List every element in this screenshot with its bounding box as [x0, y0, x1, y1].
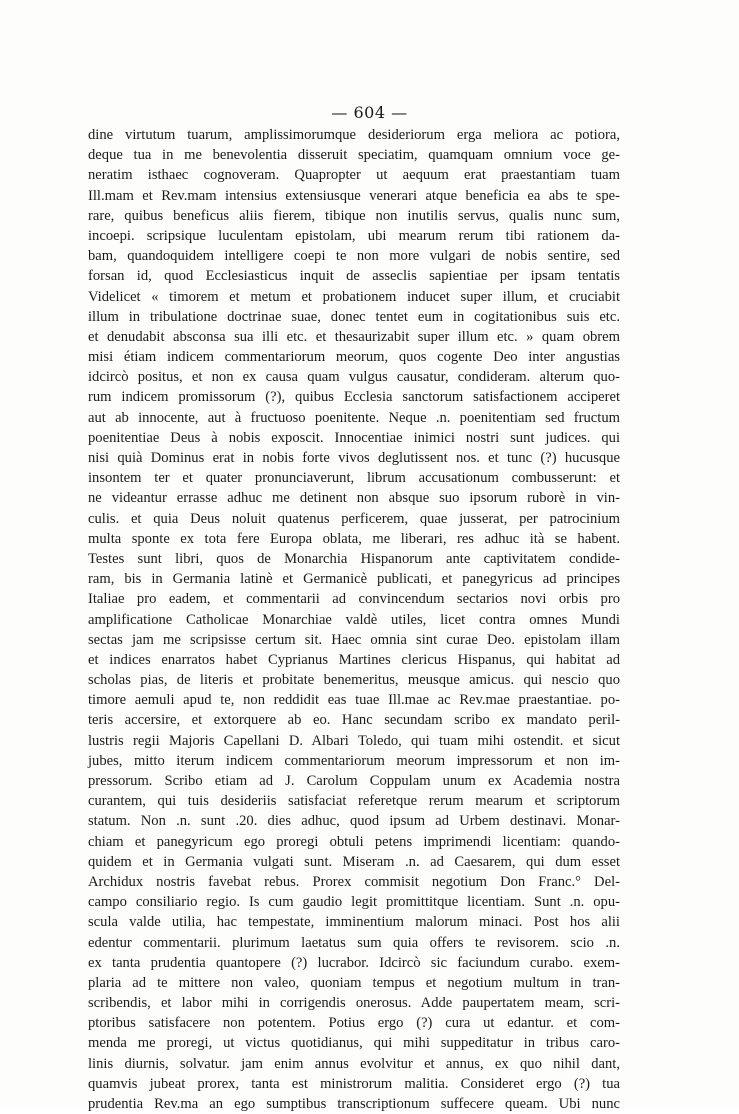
text-line: linis diurnis, solvatur. jam enim annus evolvitur et annus, ex quo nihil dant,: [88, 1055, 620, 1072]
text-line: edentur commentarii. plurimum laetatus sum quia offers te revisorem. scio .n.: [88, 934, 620, 951]
text-line: misi étiam indicem commentariorum meorum, quos cogente Deo inter angustias: [88, 349, 620, 366]
body-text: [88, 125, 620, 1114]
text-line: Ill.mam et Rev.mam intensius extensiusque venerari atque beneficia ea abs te spe-: [88, 187, 620, 204]
text-line: et indices enarratos habet Cyprianus Martines clericus Hispanus, qui habitat ad: [88, 651, 620, 668]
text-line: ptoribus satisfacere non potentem. Potius ergo (?) cura ut edantur. et com-: [88, 1015, 620, 1032]
text-line: Testes sunt libri, quos de Monarchia Hispanorum ante captivitatem condide-: [88, 550, 620, 567]
text-line: teris accersire, et extorquere ab eo. Hanc secundam scribo ex mandato peril-: [88, 712, 620, 729]
text-line: sectas jam me scripsisse certum sit. Haec omnia sint curae Deo. epistolam illam: [88, 631, 620, 648]
text-line: prudentia Rev.ma an ego sumptibus transcriptionum suffecere queam. Ubi nunc: [88, 1096, 620, 1112]
text-line: statum. Non .n. sunt .20. dies adhuc, quod ipsum ad Urbem destinavi. Monar-: [88, 813, 620, 830]
text-line: Italiae pro eadem, et commentarii ad convincendum sectarios novi orbis pro: [88, 591, 620, 608]
text-line: curantem, qui tuis desideriis satisfaciat referetque rerum mearum et scriptorum: [88, 793, 620, 810]
text-line: poenitentiae Deus à nobis exposcit. Innocentiae inimici nostri sunt judices. qui: [88, 429, 620, 446]
text-line: multa sponte ex tota fere Europa oblata, me liberari, res adhuc ità se habent.: [88, 530, 620, 547]
text-line: bam, quandoquidem intelligere coepi te non more vulgari de nobis sentire, sed: [88, 248, 620, 265]
text-line: culis. et quia Deus noluit quatenus perficerem, quae jusserat, per patrocinium: [88, 510, 620, 527]
text-line: ex tanta prudentia quantopere (?) lucrabor. Idcircò sic faciundum curabo. exem-: [88, 954, 620, 971]
text-line: forsan id, quod Ecclesiasticus inquit de asseclis sapientiae per ipsam tentatis: [88, 268, 620, 285]
text-line: ne videantur errasse adhuc me detinent non absque suo ipsorum ruborè in vin-: [88, 490, 620, 507]
text-line: rare, quibus beneficus aliis fierem, tibique non inutilis servus, qualis nunc sum,: [88, 207, 620, 224]
text-line: scholas pias, de literis et probitate benemeritus, meusque amicus. qui nescio quo: [88, 672, 620, 689]
text-line: Archidux nostris favebat rebus. Prorex commisit negotium Don Franc.° Del-: [88, 873, 620, 890]
text-line: campo consiliario regio. Is cum gaudio legit promittitque licentiam. Sunt .n. opu-: [88, 894, 620, 911]
text-line: lustris regii Majoris Capellani D. Albari Toledo, qui tuam mihi ostendit. et sicut: [88, 732, 620, 749]
text-line: pressorum. Scribo etiam ad J. Carolum Coppulam unum ex Academia nostra: [88, 773, 620, 789]
text-line: Videlicet « timorem et metum et probationem inducet super illum, et cruciabit: [88, 288, 620, 305]
text-line: aut ab innocente, aut à fructuoso poenitente. Neque .n. poenitentiam sed fructum: [88, 409, 620, 426]
text-line: et denudabit absconsa sua illi etc. et thesaurizabit super illum etc. » quam obrem: [88, 328, 620, 345]
page-number: — 604 —: [331, 103, 408, 122]
text-line: timore aemuli apud te, non reddidit eas tuae Ill.mae ac Rev.mae praestantiae. po-: [88, 692, 620, 709]
text-line: nisi quià Dominus erat in nobis forte vivos deglutissent nos. et tunc (?) hucusque: [88, 450, 620, 466]
text-line: idcircò positus, et non ex causa quam vulgus causatur, condideram. alterum quo-: [88, 369, 620, 386]
text-line: ram, bis in Germania latinè et Germanicè publicati, et panegyricus ad principes: [88, 571, 620, 588]
text-line: deque tua in me benevolentia disseruit speciatim, quamquam omnium voce ge-: [88, 147, 620, 164]
text-line: neratim isthaec cognoveram. Quapropter ut aequum erat praestantiam tuam: [88, 167, 620, 184]
text-line: scribendis, et labor mihi in corrigendis onerosus. Adde paupertatem meam, scri-: [88, 995, 620, 1012]
text-line: quidem et in Germania vulgati sunt. Miseram .n. ad Caesarem, qui dum esset: [88, 853, 620, 870]
text-line: amplificatione Catholicae Monarchiae valdè utiles, licet contra omnes Mundi: [88, 611, 620, 628]
text-line: quamvis jubeat prorex, tanta est ministrorum malitia. Consideret ergo (?) tua: [88, 1075, 620, 1092]
text-line: scula valde utilia, hac tempestate, imminentium malorum minaci. Post hos alii: [88, 914, 620, 931]
text-line: chiam et panegyricum ego proregi obtuli petens imprimendi licentiam: quando-: [88, 833, 620, 850]
text-line: rum indicem promissorum (?), quibus Ecclesia sanctorum satisfactionem acciperet: [88, 389, 620, 406]
text-line: incoepi. scripsique luculentam epistolam, ubi mearum rerum tibi rationem da-: [88, 227, 620, 244]
text-line: plaria ad te mittere non valeo, quoniam tempus et negotium multum in tran-: [88, 974, 620, 991]
text-line: illum in tribulatione doctrinae suae, donec tentet eum in cogitationibus suis etc.: [88, 308, 620, 325]
text-line: jubes, mitto iterum indicem commentariorum meorum impressorum et non im-: [88, 752, 620, 769]
text-line: menda me proregi, ut victus quotidianus, qui mihi suppeditatur in tribus caro-: [88, 1035, 620, 1052]
text-line: dine virtutum tuarum, amplissimorumque desideriorum erga meliora ac potiora,: [88, 127, 620, 143]
text-line: insontem ter et quater pronunciaverunt, librum accusationum combusserunt: et: [88, 470, 620, 487]
